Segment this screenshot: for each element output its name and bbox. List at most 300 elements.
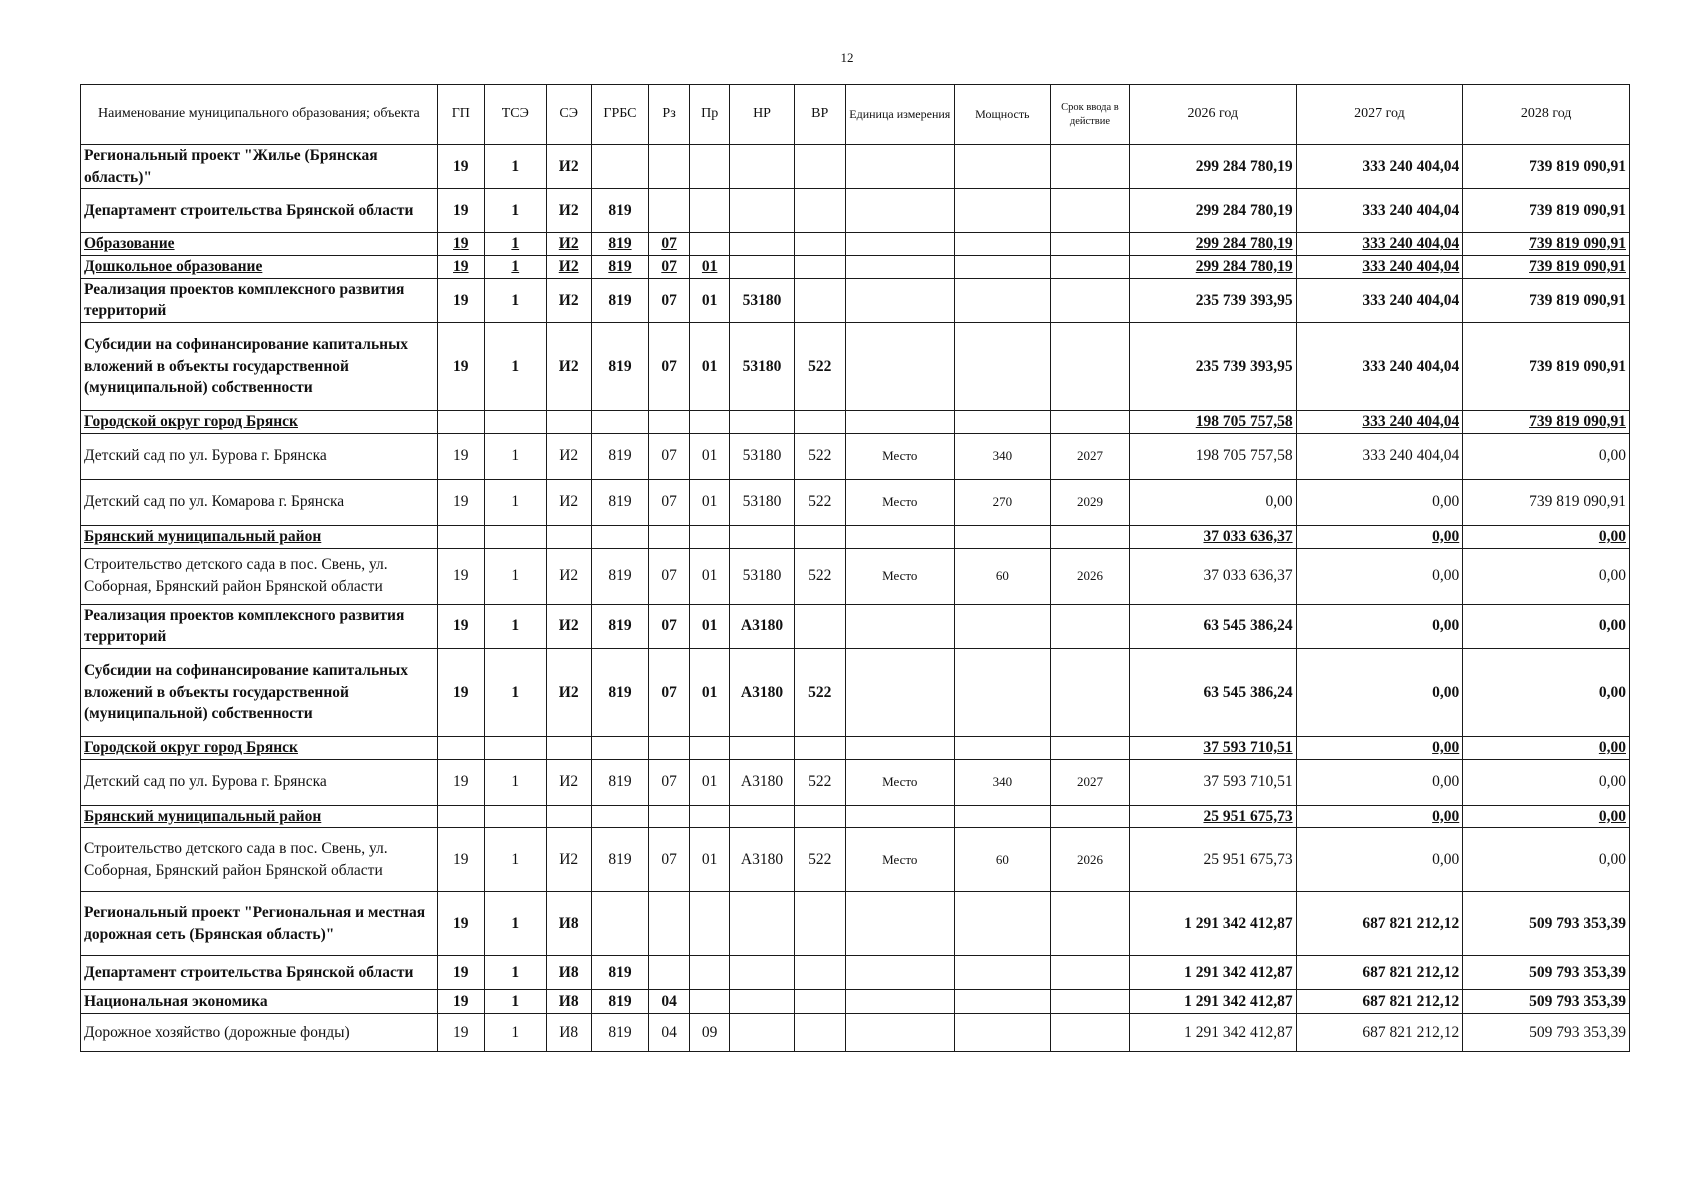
cell-rz: 07 xyxy=(649,759,690,805)
cell-rz xyxy=(649,525,690,548)
cell-tse: 1 xyxy=(484,323,546,411)
cell-tse: 1 xyxy=(484,548,546,604)
cell-2028: 739 819 090,91 xyxy=(1463,479,1630,525)
cell-2026: 1 291 342 412,87 xyxy=(1129,990,1296,1014)
table-row xyxy=(81,1014,1630,1052)
cell-tse: 1 xyxy=(484,956,546,990)
cell-tse: 1 xyxy=(484,433,546,479)
cell-power xyxy=(954,1014,1050,1052)
cell-grbs xyxy=(591,892,649,956)
cell-2026: 25 951 675,73 xyxy=(1129,805,1296,828)
cell-se: И2 xyxy=(546,828,591,892)
cell-term xyxy=(1050,736,1129,759)
cell-2028: 0,00 xyxy=(1463,828,1630,892)
cell-2026: 1 291 342 412,87 xyxy=(1129,892,1296,956)
cell-rz: 07 xyxy=(649,323,690,411)
cell-se: И8 xyxy=(546,990,591,1014)
table-row xyxy=(81,759,1630,805)
cell-gp: 19 xyxy=(437,892,484,956)
cell-vr xyxy=(794,604,845,648)
cell-2026: 1 291 342 412,87 xyxy=(1129,1014,1296,1052)
cell-pr xyxy=(689,189,730,233)
budget-table xyxy=(80,84,1630,1052)
cell-name: Строительство детского сада в пос. Свень, ул. Соборная, Брянский район Брянской области xyxy=(81,828,438,892)
header-term: Срок ввода в действие xyxy=(1050,85,1129,145)
cell-se: И2 xyxy=(546,648,591,736)
cell-grbs: 819 xyxy=(591,759,649,805)
cell-unit: Место xyxy=(845,759,954,805)
cell-nr: 53180 xyxy=(730,278,794,322)
cell-name: Региональный проект "Жилье (Брянская область)" xyxy=(81,145,438,189)
header-2028: 2028 год xyxy=(1463,85,1630,145)
cell-gp: 19 xyxy=(437,604,484,648)
cell-2027: 0,00 xyxy=(1296,805,1463,828)
cell-grbs: 819 xyxy=(591,233,649,256)
cell-term xyxy=(1050,1014,1129,1052)
cell-power xyxy=(954,411,1050,434)
cell-se: И2 xyxy=(546,433,591,479)
cell-2027: 687 821 212,12 xyxy=(1296,990,1463,1014)
table-row xyxy=(81,548,1630,604)
cell-power xyxy=(954,648,1050,736)
cell-grbs: 819 xyxy=(591,828,649,892)
cell-tse: 1 xyxy=(484,759,546,805)
header-grbs: ГРБС xyxy=(591,85,649,145)
table-row xyxy=(81,411,1630,434)
cell-2027: 687 821 212,12 xyxy=(1296,892,1463,956)
cell-se xyxy=(546,736,591,759)
cell-grbs xyxy=(591,805,649,828)
cell-power: 60 xyxy=(954,548,1050,604)
cell-2028: 739 819 090,91 xyxy=(1463,411,1630,434)
cell-pr: 01 xyxy=(689,759,730,805)
cell-pr: 01 xyxy=(689,323,730,411)
cell-nr xyxy=(730,411,794,434)
cell-term xyxy=(1050,278,1129,322)
table-row xyxy=(81,323,1630,411)
cell-2026: 198 705 757,58 xyxy=(1129,411,1296,434)
cell-name: Национальная экономика xyxy=(81,990,438,1014)
cell-gp: 19 xyxy=(437,990,484,1014)
cell-gp: 19 xyxy=(437,145,484,189)
cell-term xyxy=(1050,525,1129,548)
cell-se xyxy=(546,411,591,434)
cell-se: И2 xyxy=(546,479,591,525)
header-unit: Единица измерения xyxy=(845,85,954,145)
cell-nr xyxy=(730,736,794,759)
cell-unit xyxy=(845,145,954,189)
table-row xyxy=(81,278,1630,322)
cell-nr: А3180 xyxy=(730,604,794,648)
cell-power xyxy=(954,604,1050,648)
cell-se: И2 xyxy=(546,548,591,604)
cell-term xyxy=(1050,990,1129,1014)
cell-rz xyxy=(649,736,690,759)
cell-nr: А3180 xyxy=(730,648,794,736)
cell-se: И2 xyxy=(546,189,591,233)
cell-nr xyxy=(730,256,794,279)
cell-gp xyxy=(437,805,484,828)
cell-name: Субсидии на софинансирование капитальных вложений в объекты государственной (муниципальной) собственности xyxy=(81,648,438,736)
cell-unit xyxy=(845,736,954,759)
cell-pr: 01 xyxy=(689,433,730,479)
cell-2026: 235 739 393,95 xyxy=(1129,278,1296,322)
cell-nr: 53180 xyxy=(730,323,794,411)
cell-gp: 19 xyxy=(437,1014,484,1052)
cell-2026: 63 545 386,24 xyxy=(1129,604,1296,648)
cell-2026: 37 593 710,51 xyxy=(1129,736,1296,759)
cell-unit: Место xyxy=(845,548,954,604)
cell-2027: 687 821 212,12 xyxy=(1296,956,1463,990)
cell-pr: 01 xyxy=(689,828,730,892)
cell-se xyxy=(546,525,591,548)
cell-vr xyxy=(794,892,845,956)
cell-2028: 509 793 353,39 xyxy=(1463,892,1630,956)
cell-2027: 0,00 xyxy=(1296,548,1463,604)
cell-rz xyxy=(649,411,690,434)
header-gp: ГП xyxy=(437,85,484,145)
cell-name: Городской округ город Брянск xyxy=(81,411,438,434)
cell-power xyxy=(954,323,1050,411)
cell-vr: 522 xyxy=(794,648,845,736)
cell-rz xyxy=(649,956,690,990)
cell-gp xyxy=(437,411,484,434)
cell-power xyxy=(954,892,1050,956)
cell-vr xyxy=(794,189,845,233)
cell-power: 340 xyxy=(954,433,1050,479)
page-number: 12 xyxy=(840,50,854,65)
cell-term: 2027 xyxy=(1050,759,1129,805)
table-row xyxy=(81,604,1630,648)
cell-pr: 01 xyxy=(689,278,730,322)
cell-2026: 299 284 780,19 xyxy=(1129,189,1296,233)
table-row xyxy=(81,648,1630,736)
cell-name: Детский сад по ул. Бурова г. Брянска xyxy=(81,433,438,479)
cell-rz: 04 xyxy=(649,1014,690,1052)
cell-tse: 1 xyxy=(484,145,546,189)
cell-vr xyxy=(794,145,845,189)
cell-2026: 37 593 710,51 xyxy=(1129,759,1296,805)
cell-rz xyxy=(649,189,690,233)
cell-grbs xyxy=(591,736,649,759)
cell-se: И8 xyxy=(546,1014,591,1052)
table-body xyxy=(81,145,1630,1052)
cell-vr xyxy=(794,256,845,279)
table-row xyxy=(81,828,1630,892)
cell-vr: 522 xyxy=(794,323,845,411)
cell-nr xyxy=(730,525,794,548)
cell-nr xyxy=(730,233,794,256)
cell-tse: 1 xyxy=(484,828,546,892)
cell-2026: 198 705 757,58 xyxy=(1129,433,1296,479)
table-row xyxy=(81,256,1630,279)
cell-2027: 333 240 404,04 xyxy=(1296,256,1463,279)
cell-name: Реализация проектов комплексного развития территорий xyxy=(81,604,438,648)
cell-2027: 0,00 xyxy=(1296,759,1463,805)
cell-nr: А3180 xyxy=(730,759,794,805)
cell-power xyxy=(954,805,1050,828)
cell-tse: 1 xyxy=(484,256,546,279)
table-row xyxy=(81,892,1630,956)
cell-name: Реализация проектов комплексного развития территорий xyxy=(81,278,438,322)
cell-name: Детский сад по ул. Комарова г. Брянска xyxy=(81,479,438,525)
cell-unit xyxy=(845,892,954,956)
header-2027: 2027 год xyxy=(1296,85,1463,145)
cell-term xyxy=(1050,145,1129,189)
cell-unit xyxy=(845,604,954,648)
cell-term xyxy=(1050,323,1129,411)
cell-gp: 19 xyxy=(437,233,484,256)
cell-power xyxy=(954,990,1050,1014)
cell-name: Департамент строительства Брянской области xyxy=(81,189,438,233)
cell-2026: 299 284 780,19 xyxy=(1129,256,1296,279)
header-2026: 2026 год xyxy=(1129,85,1296,145)
cell-2027: 0,00 xyxy=(1296,525,1463,548)
cell-tse xyxy=(484,805,546,828)
cell-rz xyxy=(649,805,690,828)
cell-rz: 07 xyxy=(649,278,690,322)
cell-pr: 01 xyxy=(689,548,730,604)
cell-vr: 522 xyxy=(794,479,845,525)
cell-unit: Место xyxy=(845,433,954,479)
cell-rz: 07 xyxy=(649,233,690,256)
cell-2028: 739 819 090,91 xyxy=(1463,145,1630,189)
cell-gp: 19 xyxy=(437,256,484,279)
cell-gp: 19 xyxy=(437,278,484,322)
cell-power: 270 xyxy=(954,479,1050,525)
cell-term: 2027 xyxy=(1050,433,1129,479)
cell-vr xyxy=(794,525,845,548)
cell-term xyxy=(1050,233,1129,256)
cell-se: И2 xyxy=(546,256,591,279)
cell-2026: 299 284 780,19 xyxy=(1129,145,1296,189)
cell-tse: 1 xyxy=(484,892,546,956)
cell-2027: 687 821 212,12 xyxy=(1296,1014,1463,1052)
cell-term xyxy=(1050,956,1129,990)
cell-power xyxy=(954,525,1050,548)
cell-grbs: 819 xyxy=(591,323,649,411)
cell-2026: 37 033 636,37 xyxy=(1129,548,1296,604)
cell-grbs xyxy=(591,411,649,434)
cell-pr: 01 xyxy=(689,256,730,279)
cell-term xyxy=(1050,411,1129,434)
cell-tse: 1 xyxy=(484,604,546,648)
cell-pr xyxy=(689,805,730,828)
table-row xyxy=(81,479,1630,525)
table-row xyxy=(81,736,1630,759)
cell-2027: 333 240 404,04 xyxy=(1296,233,1463,256)
header-pr: Пр xyxy=(689,85,730,145)
cell-grbs: 819 xyxy=(591,433,649,479)
cell-2026: 63 545 386,24 xyxy=(1129,648,1296,736)
cell-rz: 04 xyxy=(649,990,690,1014)
cell-unit: Место xyxy=(845,479,954,525)
cell-nr xyxy=(730,956,794,990)
cell-power xyxy=(954,233,1050,256)
cell-2028: 0,00 xyxy=(1463,648,1630,736)
cell-2028: 739 819 090,91 xyxy=(1463,256,1630,279)
table-row xyxy=(81,233,1630,256)
header-se: СЭ xyxy=(546,85,591,145)
cell-power xyxy=(954,956,1050,990)
cell-tse xyxy=(484,525,546,548)
cell-pr xyxy=(689,956,730,990)
cell-name: Департамент строительства Брянской области xyxy=(81,956,438,990)
cell-vr xyxy=(794,736,845,759)
cell-gp: 19 xyxy=(437,548,484,604)
cell-rz: 07 xyxy=(649,433,690,479)
cell-gp: 19 xyxy=(437,433,484,479)
cell-2028: 0,00 xyxy=(1463,759,1630,805)
cell-pr xyxy=(689,892,730,956)
cell-rz xyxy=(649,892,690,956)
cell-se: И2 xyxy=(546,278,591,322)
cell-2028: 509 793 353,39 xyxy=(1463,956,1630,990)
cell-tse: 1 xyxy=(484,189,546,233)
cell-grbs xyxy=(591,525,649,548)
cell-2027: 333 240 404,04 xyxy=(1296,278,1463,322)
cell-pr xyxy=(689,525,730,548)
cell-vr xyxy=(794,411,845,434)
cell-name: Брянский муниципальный район xyxy=(81,805,438,828)
cell-grbs: 819 xyxy=(591,479,649,525)
cell-unit xyxy=(845,1014,954,1052)
cell-term xyxy=(1050,189,1129,233)
cell-nr xyxy=(730,805,794,828)
cell-pr xyxy=(689,411,730,434)
cell-unit xyxy=(845,990,954,1014)
cell-vr xyxy=(794,956,845,990)
cell-2027: 0,00 xyxy=(1296,736,1463,759)
cell-se: И2 xyxy=(546,604,591,648)
table-row xyxy=(81,189,1630,233)
cell-se: И8 xyxy=(546,956,591,990)
cell-nr xyxy=(730,145,794,189)
cell-name: Субсидии на софинансирование капитальных вложений в объекты государственной (муниципальной) собственности xyxy=(81,323,438,411)
cell-2026: 1 291 342 412,87 xyxy=(1129,956,1296,990)
cell-nr: 53180 xyxy=(730,433,794,479)
table-row xyxy=(81,433,1630,479)
cell-2028: 0,00 xyxy=(1463,805,1630,828)
cell-term: 2026 xyxy=(1050,548,1129,604)
cell-tse: 1 xyxy=(484,233,546,256)
cell-term xyxy=(1050,805,1129,828)
cell-name: Строительство детского сада в пос. Свень, ул. Соборная, Брянский район Брянской области xyxy=(81,548,438,604)
cell-power xyxy=(954,256,1050,279)
cell-vr: 522 xyxy=(794,759,845,805)
cell-grbs: 819 xyxy=(591,278,649,322)
cell-2027: 0,00 xyxy=(1296,648,1463,736)
header-rz: Рз xyxy=(649,85,690,145)
cell-vr xyxy=(794,1014,845,1052)
cell-power xyxy=(954,145,1050,189)
cell-nr: А3180 xyxy=(730,828,794,892)
cell-power: 60 xyxy=(954,828,1050,892)
cell-se: И2 xyxy=(546,323,591,411)
cell-nr xyxy=(730,189,794,233)
cell-2028: 509 793 353,39 xyxy=(1463,990,1630,1014)
cell-grbs: 819 xyxy=(591,256,649,279)
cell-gp: 19 xyxy=(437,828,484,892)
cell-gp xyxy=(437,736,484,759)
cell-tse xyxy=(484,411,546,434)
cell-rz xyxy=(649,145,690,189)
cell-unit xyxy=(845,956,954,990)
cell-2028: 0,00 xyxy=(1463,736,1630,759)
cell-vr: 522 xyxy=(794,548,845,604)
cell-gp: 19 xyxy=(437,759,484,805)
cell-tse: 1 xyxy=(484,1014,546,1052)
cell-term xyxy=(1050,892,1129,956)
cell-2027: 333 240 404,04 xyxy=(1296,189,1463,233)
cell-2028: 0,00 xyxy=(1463,433,1630,479)
header-power: Мощность xyxy=(954,85,1050,145)
cell-term xyxy=(1050,256,1129,279)
cell-unit xyxy=(845,525,954,548)
cell-se: И8 xyxy=(546,892,591,956)
cell-2028: 739 819 090,91 xyxy=(1463,233,1630,256)
cell-name: Дорожное хозяйство (дорожные фонды) xyxy=(81,1014,438,1052)
cell-grbs: 819 xyxy=(591,189,649,233)
header-nr: НР xyxy=(730,85,794,145)
cell-2028: 739 819 090,91 xyxy=(1463,278,1630,322)
cell-2028: 739 819 090,91 xyxy=(1463,189,1630,233)
header-row xyxy=(81,85,1630,145)
cell-2026: 235 739 393,95 xyxy=(1129,323,1296,411)
cell-name: Образование xyxy=(81,233,438,256)
cell-se: И2 xyxy=(546,759,591,805)
cell-gp: 19 xyxy=(437,648,484,736)
cell-name: Брянский муниципальный район xyxy=(81,525,438,548)
cell-unit xyxy=(845,323,954,411)
header-tse: ТСЭ xyxy=(484,85,546,145)
cell-grbs: 819 xyxy=(591,648,649,736)
cell-vr: 522 xyxy=(794,433,845,479)
cell-nr: 53180 xyxy=(730,548,794,604)
cell-pr xyxy=(689,145,730,189)
cell-2026: 299 284 780,19 xyxy=(1129,233,1296,256)
cell-grbs: 819 xyxy=(591,548,649,604)
cell-gp: 19 xyxy=(437,323,484,411)
cell-gp: 19 xyxy=(437,479,484,525)
cell-se xyxy=(546,805,591,828)
cell-vr: 522 xyxy=(794,828,845,892)
cell-rz: 07 xyxy=(649,648,690,736)
cell-tse xyxy=(484,736,546,759)
cell-unit xyxy=(845,648,954,736)
cell-2027: 333 240 404,04 xyxy=(1296,433,1463,479)
cell-tse: 1 xyxy=(484,278,546,322)
cell-tse: 1 xyxy=(484,648,546,736)
cell-unit xyxy=(845,805,954,828)
cell-rz: 07 xyxy=(649,828,690,892)
cell-unit xyxy=(845,411,954,434)
cell-power xyxy=(954,189,1050,233)
cell-grbs: 819 xyxy=(591,990,649,1014)
cell-grbs: 819 xyxy=(591,956,649,990)
cell-2026: 25 951 675,73 xyxy=(1129,828,1296,892)
header-vr: ВР xyxy=(794,85,845,145)
cell-unit xyxy=(845,233,954,256)
cell-unit xyxy=(845,189,954,233)
cell-2026: 37 033 636,37 xyxy=(1129,525,1296,548)
cell-name: Городской округ город Брянск xyxy=(81,736,438,759)
cell-grbs: 819 xyxy=(591,604,649,648)
cell-pr: 01 xyxy=(689,648,730,736)
cell-unit: Место xyxy=(845,828,954,892)
cell-pr xyxy=(689,233,730,256)
cell-name: Детский сад по ул. Бурова г. Брянска xyxy=(81,759,438,805)
